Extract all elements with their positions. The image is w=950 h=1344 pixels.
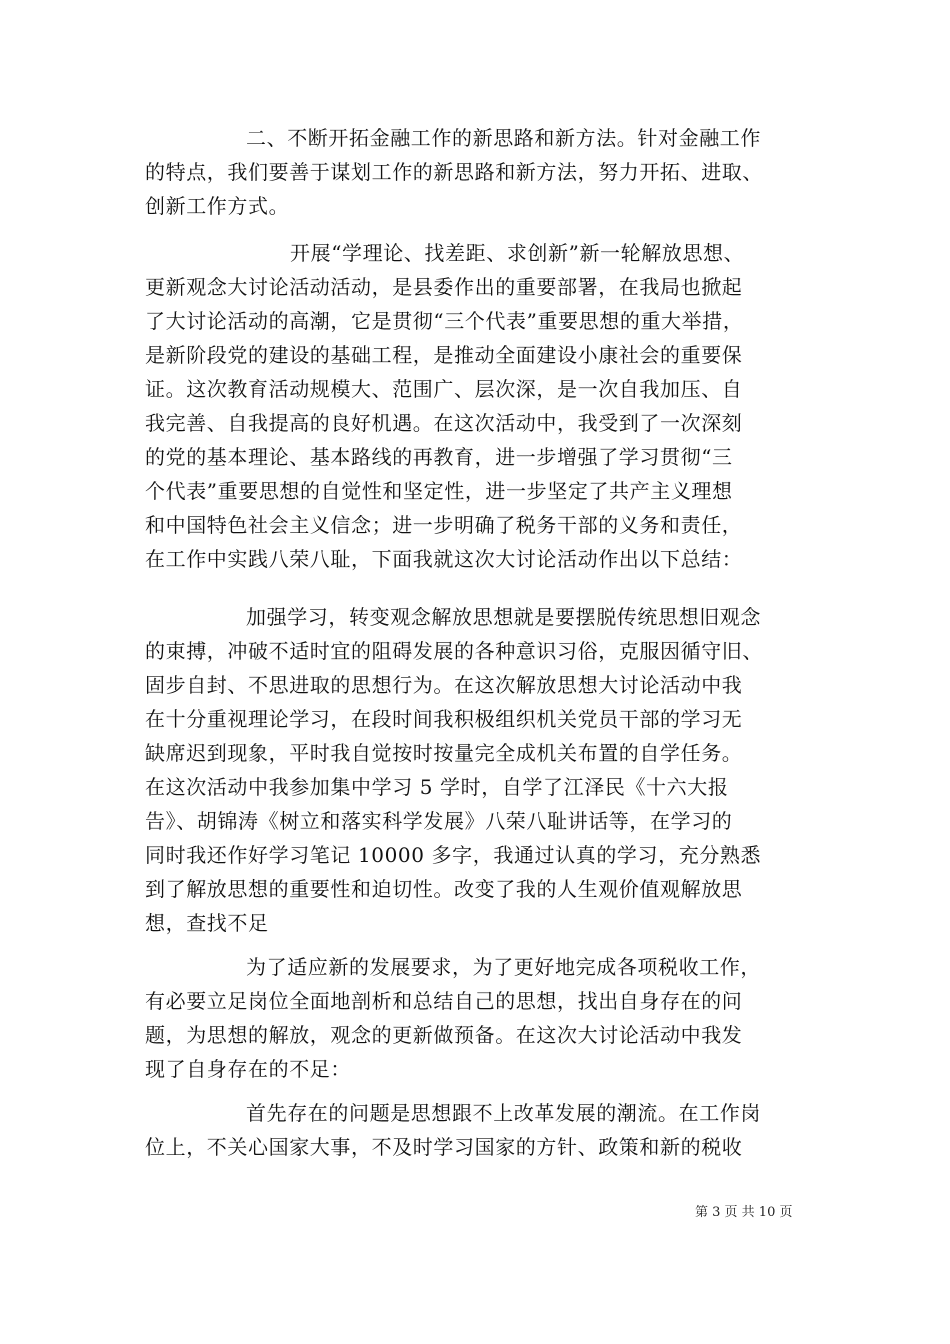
paragraph-1-line-3: 创新工作方式。	[145, 194, 290, 218]
paragraph-3-line-7: 告》、胡锦涛《树立和落实科学发展》八荣八耻讲话等，在学习的	[145, 809, 733, 833]
paragraph-4-line-2: 有必要立足岗位全面地剖析和总结自己的思想，找出自身存在的问	[145, 989, 743, 1013]
paragraph-1-line-1: 二、不断开拓金融工作的新思路和新方法。针对金融工作	[246, 126, 761, 150]
paragraph-2-line-4: 是新阶段党的建设的基础工程，是推动全面建设小康社会的重要保	[145, 343, 743, 367]
paragraph-2-line-1: 开展“学理论、找差距、求创新”新一轮解放思想、	[290, 241, 745, 265]
paragraph-2-line-9: 和中国特色社会主义信念；进一步明确了税务干部的义务和责任，	[145, 513, 743, 537]
paragraph-2-line-2: 更新观念大讨论活动活动，是县委作出的重要部署，在我局也掀起	[145, 275, 743, 299]
paragraph-5-line-2: 位上，不关心国家大事，不及时学习国家的方针、政策和新的税收	[145, 1135, 743, 1159]
paragraph-2-line-7: 的党的基本理论、基本路线的再教育，进一步增强了学习贯彻“三	[145, 445, 733, 469]
paragraph-2-line-5: 证。这次教育活动规模大、范围广、层次深，是一次自我加压、自	[145, 377, 743, 401]
paragraph-4-line-3: 题，为思想的解放，观念的更新做预备。在这次大讨论活动中我发	[145, 1023, 743, 1047]
paragraph-3-line-5: 缺席迟到现象，平时我自觉按时按量完全成机关布置的自学任务。	[145, 741, 743, 765]
paragraph-3-line-9: 到了解放思想的重要性和迫切性。改变了我的人生观价值观解放思	[145, 877, 743, 901]
paragraph-3-line-3: 固步自封、不思进取的思想行为。在这次解放思想大讨论活动中我	[145, 673, 743, 697]
paragraph-5-line-1: 首先存在的问题是思想跟不上改革发展的潮流。在工作岗	[246, 1101, 761, 1125]
paragraph-3-line-6: 在这次活动中我参加集中学习 5 学时，自学了江泽民《十六大报	[145, 775, 729, 799]
page-number-footer: 第 3 页 共 10 页	[695, 1205, 793, 1220]
paragraph-1-line-2: 的特点，我们要善于谋划工作的新思路和新方法，努力开拓、进取、	[145, 160, 763, 184]
paragraph-3-line-10: 想，查找不足	[145, 911, 269, 935]
paragraph-2-line-8: 个代表”重要思想的自觉性和坚定性，进一步坚定了共产主义理想	[145, 479, 733, 503]
paragraph-2-line-3: 了大讨论活动的高潮，它是贯彻“三个代表”重要思想的重大举措，	[145, 309, 744, 333]
paragraph-3-line-8: 同时我还作好学习笔记 10000 多字，我通过认真的学习，充分熟悉	[145, 843, 762, 867]
paragraph-4-line-4: 现了自身存在的不足：	[145, 1057, 351, 1081]
paragraph-4-line-1: 为了适应新的发展要求，为了更好地完成各项税收工作，	[246, 955, 761, 979]
paragraph-2-line-10: 在工作中实践八荣八耻，下面我就这次大讨论活动作出以下总结：	[145, 547, 743, 571]
paragraph-3-line-2: 的束搏，冲破不适时宜的阻碍发展的各种意识习俗，克服因循守旧、	[145, 639, 763, 663]
paragraph-2-line-6: 我完善、自我提高的良好机遇。在这次活动中，我受到了一次深刻	[145, 411, 743, 435]
paragraph-3-line-1: 加强学习，转变观念解放思想就是要摆脱传统思想旧观念	[246, 605, 761, 629]
paragraph-3-line-4: 在十分重视理论学习，在段时间我积极组织机关党员干部的学习无	[145, 707, 743, 731]
